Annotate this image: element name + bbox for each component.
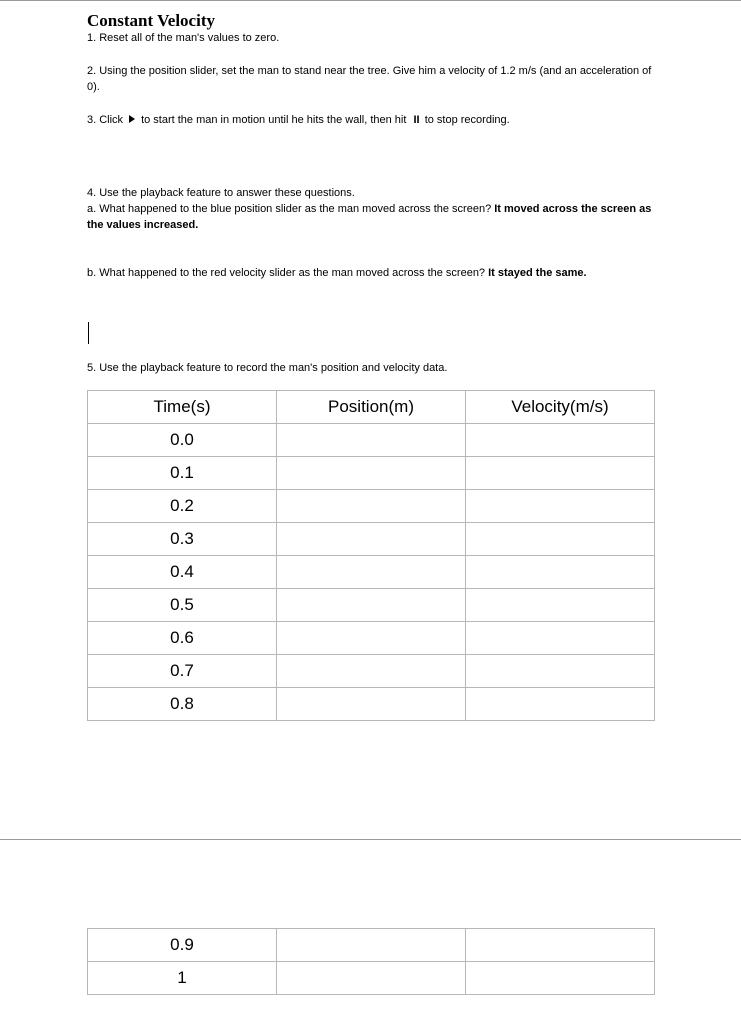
play-icon bbox=[129, 115, 135, 123]
question-a-text: a. What happened to the blue position slider as the man moved across the screen? bbox=[87, 203, 492, 215]
time-cell: 0.6 bbox=[88, 622, 277, 655]
table-row bbox=[88, 622, 655, 655]
position-cell[interactable] bbox=[277, 556, 466, 589]
table-row bbox=[88, 589, 655, 622]
velocity-cell[interactable] bbox=[466, 556, 655, 589]
velocity-cell[interactable] bbox=[466, 424, 655, 457]
step-5: 5. Use the playback feature to record the man's position and velocity data. bbox=[87, 362, 448, 374]
velocity-cell[interactable] bbox=[466, 523, 655, 556]
velocity-cell[interactable] bbox=[466, 655, 655, 688]
header-velocity: Velocity(m/s) bbox=[466, 391, 655, 424]
question-a-answer: It moved across the screen as the values increased. bbox=[87, 203, 652, 231]
time-cell: 0.0 bbox=[88, 424, 277, 457]
position-cell[interactable] bbox=[277, 622, 466, 655]
step-3-prefix: 3. Click bbox=[87, 114, 124, 126]
table-row bbox=[88, 655, 655, 688]
step-1: 1. Reset all of the man's values to zero. bbox=[87, 32, 280, 44]
position-cell[interactable] bbox=[277, 688, 466, 721]
velocity-cell[interactable] bbox=[466, 929, 655, 962]
header-position: Position(m) bbox=[277, 391, 466, 424]
velocity-cell[interactable] bbox=[466, 688, 655, 721]
step-3-middle: to start the man in motion until he hits the wall, then hit bbox=[141, 114, 407, 126]
position-cell[interactable] bbox=[277, 424, 466, 457]
velocity-cell[interactable] bbox=[466, 622, 655, 655]
page-break-line bbox=[0, 839, 741, 840]
step-3-suffix: to stop recording. bbox=[424, 114, 510, 126]
data-table-page-2 bbox=[87, 928, 655, 995]
time-cell: 0.4 bbox=[88, 556, 277, 589]
velocity-cell[interactable] bbox=[466, 457, 655, 490]
table-row bbox=[88, 929, 655, 962]
time-cell: 0.9 bbox=[88, 929, 277, 962]
time-cell: 0.8 bbox=[88, 688, 277, 721]
position-cell[interactable] bbox=[277, 589, 466, 622]
time-cell: 0.1 bbox=[88, 457, 277, 490]
step-3 bbox=[87, 112, 657, 128]
document-title: Constant Velocity bbox=[87, 11, 215, 30]
position-cell[interactable] bbox=[277, 457, 466, 490]
position-cell[interactable] bbox=[277, 490, 466, 523]
velocity-cell[interactable] bbox=[466, 490, 655, 523]
text-cursor bbox=[88, 322, 89, 344]
step-4-intro: 4. Use the playback feature to answer these questions. bbox=[87, 187, 355, 199]
question-b-text: b. What happened to the red velocity slider as the man moved across the screen? bbox=[87, 267, 486, 279]
table-row bbox=[88, 457, 655, 490]
table-row bbox=[88, 424, 655, 457]
time-cell: 0.7 bbox=[88, 655, 277, 688]
time-cell: 0.2 bbox=[88, 490, 277, 523]
time-cell: 0.3 bbox=[88, 523, 277, 556]
time-cell: 0.5 bbox=[88, 589, 277, 622]
position-cell[interactable] bbox=[277, 962, 466, 995]
velocity-cell[interactable] bbox=[466, 962, 655, 995]
pause-icon: II bbox=[413, 114, 420, 126]
table-row bbox=[88, 688, 655, 721]
data-table-page-1 bbox=[87, 390, 655, 721]
table-header-row bbox=[88, 391, 655, 424]
position-cell[interactable] bbox=[277, 929, 466, 962]
question-b bbox=[87, 265, 657, 281]
page-top-edge bbox=[0, 0, 741, 1]
position-cell[interactable] bbox=[277, 523, 466, 556]
table-row bbox=[88, 490, 655, 523]
question-b-answer: It stayed the same. bbox=[488, 267, 587, 279]
header-time: Time(s) bbox=[88, 391, 277, 424]
position-cell[interactable] bbox=[277, 655, 466, 688]
step-2: 2. Using the position slider, set the man to stand near the tree. Give him a velocity of 1.2 m/s (and an acceleration of 0). bbox=[87, 65, 652, 93]
question-a bbox=[87, 201, 657, 233]
table-row bbox=[88, 962, 655, 995]
table-row bbox=[88, 556, 655, 589]
time-cell: 1 bbox=[88, 962, 277, 995]
table-row bbox=[88, 523, 655, 556]
velocity-cell[interactable] bbox=[466, 589, 655, 622]
